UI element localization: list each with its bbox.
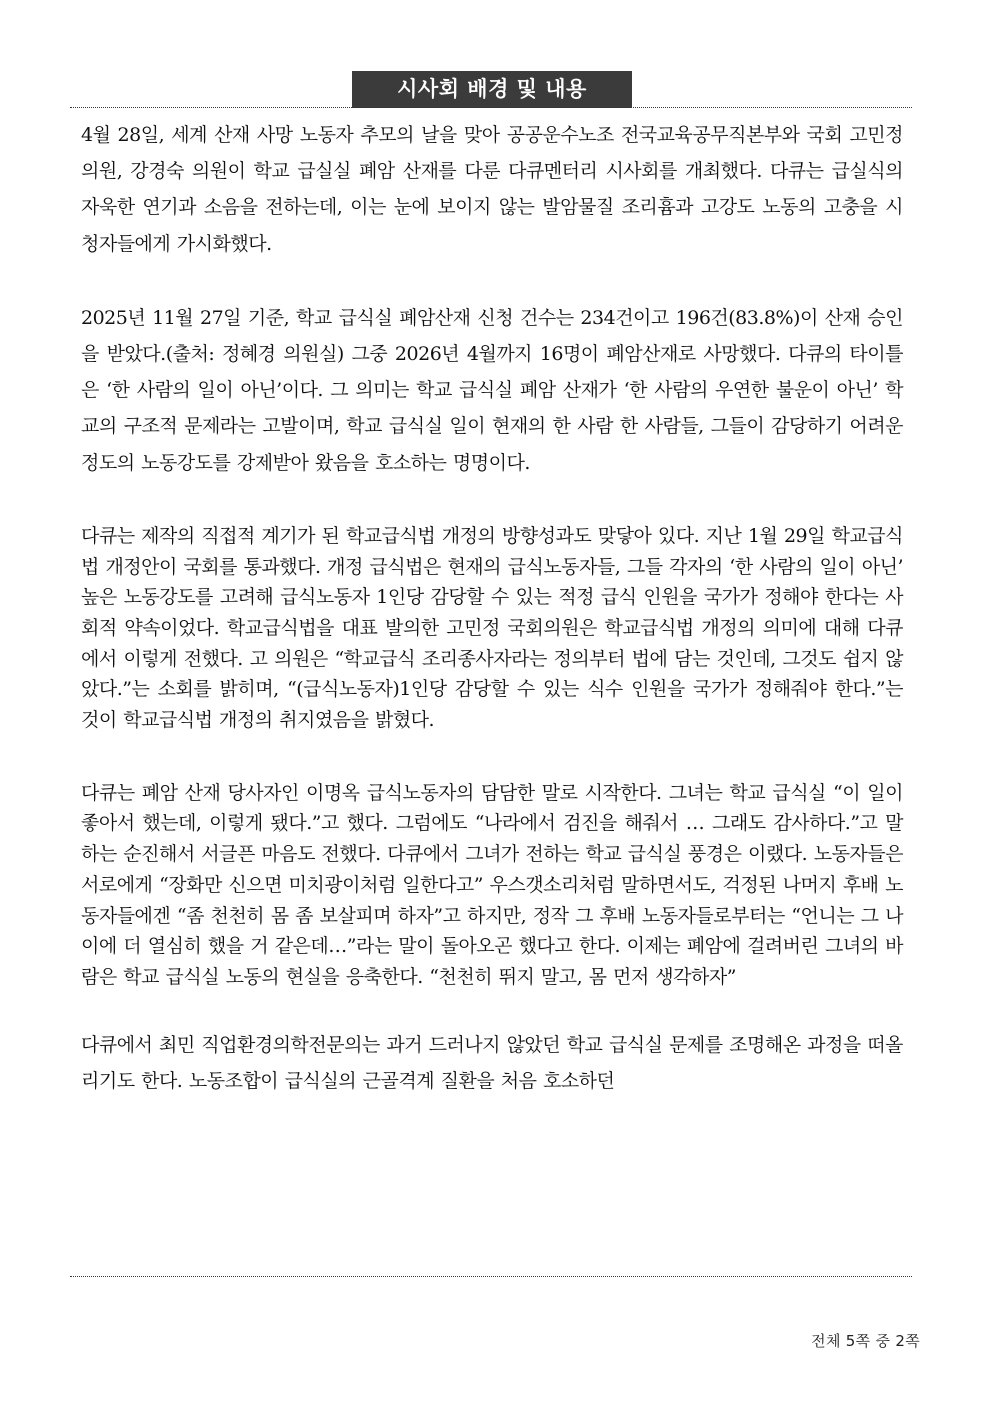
section-title: 시사회 배경 및 내용 <box>352 71 632 108</box>
bottom-divider <box>70 1276 912 1277</box>
paragraph: 2025년 11월 27일 기준, 학교 급식실 폐암산재 신청 건수는 234건이고 196건(83.8%)이 산재 승인을 받았다.(출처: 정혜경 의원실) 그중 2026년 4월까지 16명이 폐암산재로 사망했다. 다큐의 타이틀은 ‘한 사람의 일이 아닌’이다. 그 의미는 학교 급식실 폐암 산재가 ‘한 사람의 우연한 불운이 아닌’ 학교의 구조적 문제라는 고발이며, 학교 급식실 일이 현재의 한 사람 한 사람들, 그들이 감당하기 어려운 정도의 노동강도를 강제받아 왔음을 호소하는 명명이다. <box>81 306 903 474</box>
paragraph: 다큐는 폐암 산재 당사자인 이명옥 급식노동자의 담담한 말로 시작한다. 그녀는 학교 급식실 “이 일이 좋아서 했는데, 이렇게 됐다.”고 했다. 그럼에도 “나라에서 검진을 해줘서 … 그래도 감사하다.”고 말하는 순진해서 서글픈 마음도 전했다. 다큐에서 그녀가 전하는 학교 급식실 풍경은 이랬다. 노동자들은 서로에게 “장화만 신으면 미치광이처럼 일한다고” 우스갯소리처럼 말하면서도, 걱정된 나머지 후배 노동자들에겐 “좀 천천히 몸 좀 보살피며 하자”고 하지만, 정작 그 후배 노동자들로부터는 “언니는 그 나이에 더 열심히 했을 거 같은데…”라는 말이 돌아오곤 했다고 한다. 이제는 폐암에 걸려버린 그녀의 바람은 학교 급식실 노동의 현실을 응축한다. “천천히 뛰지 말고, 몸 먼저 생각하자” <box>81 781 903 988</box>
paragraph: 다큐에서 최민 직업환경의학전문의는 과거 드러나지 않았던 학교 급식실 문제를 조명해온 과정을 떠올리기도 한다. 노동조합이 급식실의 근골격계 질환을 처음 호소하던 <box>81 1033 903 1092</box>
paragraph: 다큐는 제작의 직접적 계기가 된 학교급식법 개정의 방향성과도 맞닿아 있다. 지난 1월 29일 학교급식법 개정안이 국회를 통과했다. 개정 급식법은 현재의 급식노동자들, 그들 각자의 ‘한 사람의 일이 아닌’ 높은 노동강도를 고려해 급식노동자 1인당 감당할 수 있는 적정 급식 인원을 국가가 정해야 한다는 사회적 약속이었다. 학교급식법을 대표 발의한 고민정 국회의원은 학교급식법 개정의 의미에 대해 다큐에서 이렇게 전했다. 고 의원은 “학교급식 조리종사자라는 정의부터 법에 담는 것인데, 그것도 쉽지 않았다.”는 소회를 밝히며, “(급식노동자)1인당 감당할 수 있는 식수 인원을 국가가 정해줘야 한다.”는 것이 학교급식법 개정의 취지였음을 밝혔다. <box>81 524 903 732</box>
top-divider <box>70 107 912 108</box>
page-number: 전체 5쪽 중 2쪽 <box>811 1332 920 1350</box>
paragraph: 4월 28일, 세계 산재 사망 노동자 추모의 날을 맞아 공공운수노조 전국교육공무직본부와 국회 고민정 의원, 강경숙 의원이 학교 급실실 폐암 산재를 다룬 다큐멘터리 시사회를 개최했다. 다큐는 급실식의 자욱한 연기과 소음을 전하는데, 이는 눈에 보이지 않는 발암물질 조리흄과 고강도 노동의 고충을 시청자들에게 가시화했다. <box>81 124 903 255</box>
document-body <box>81 110 903 1099</box>
